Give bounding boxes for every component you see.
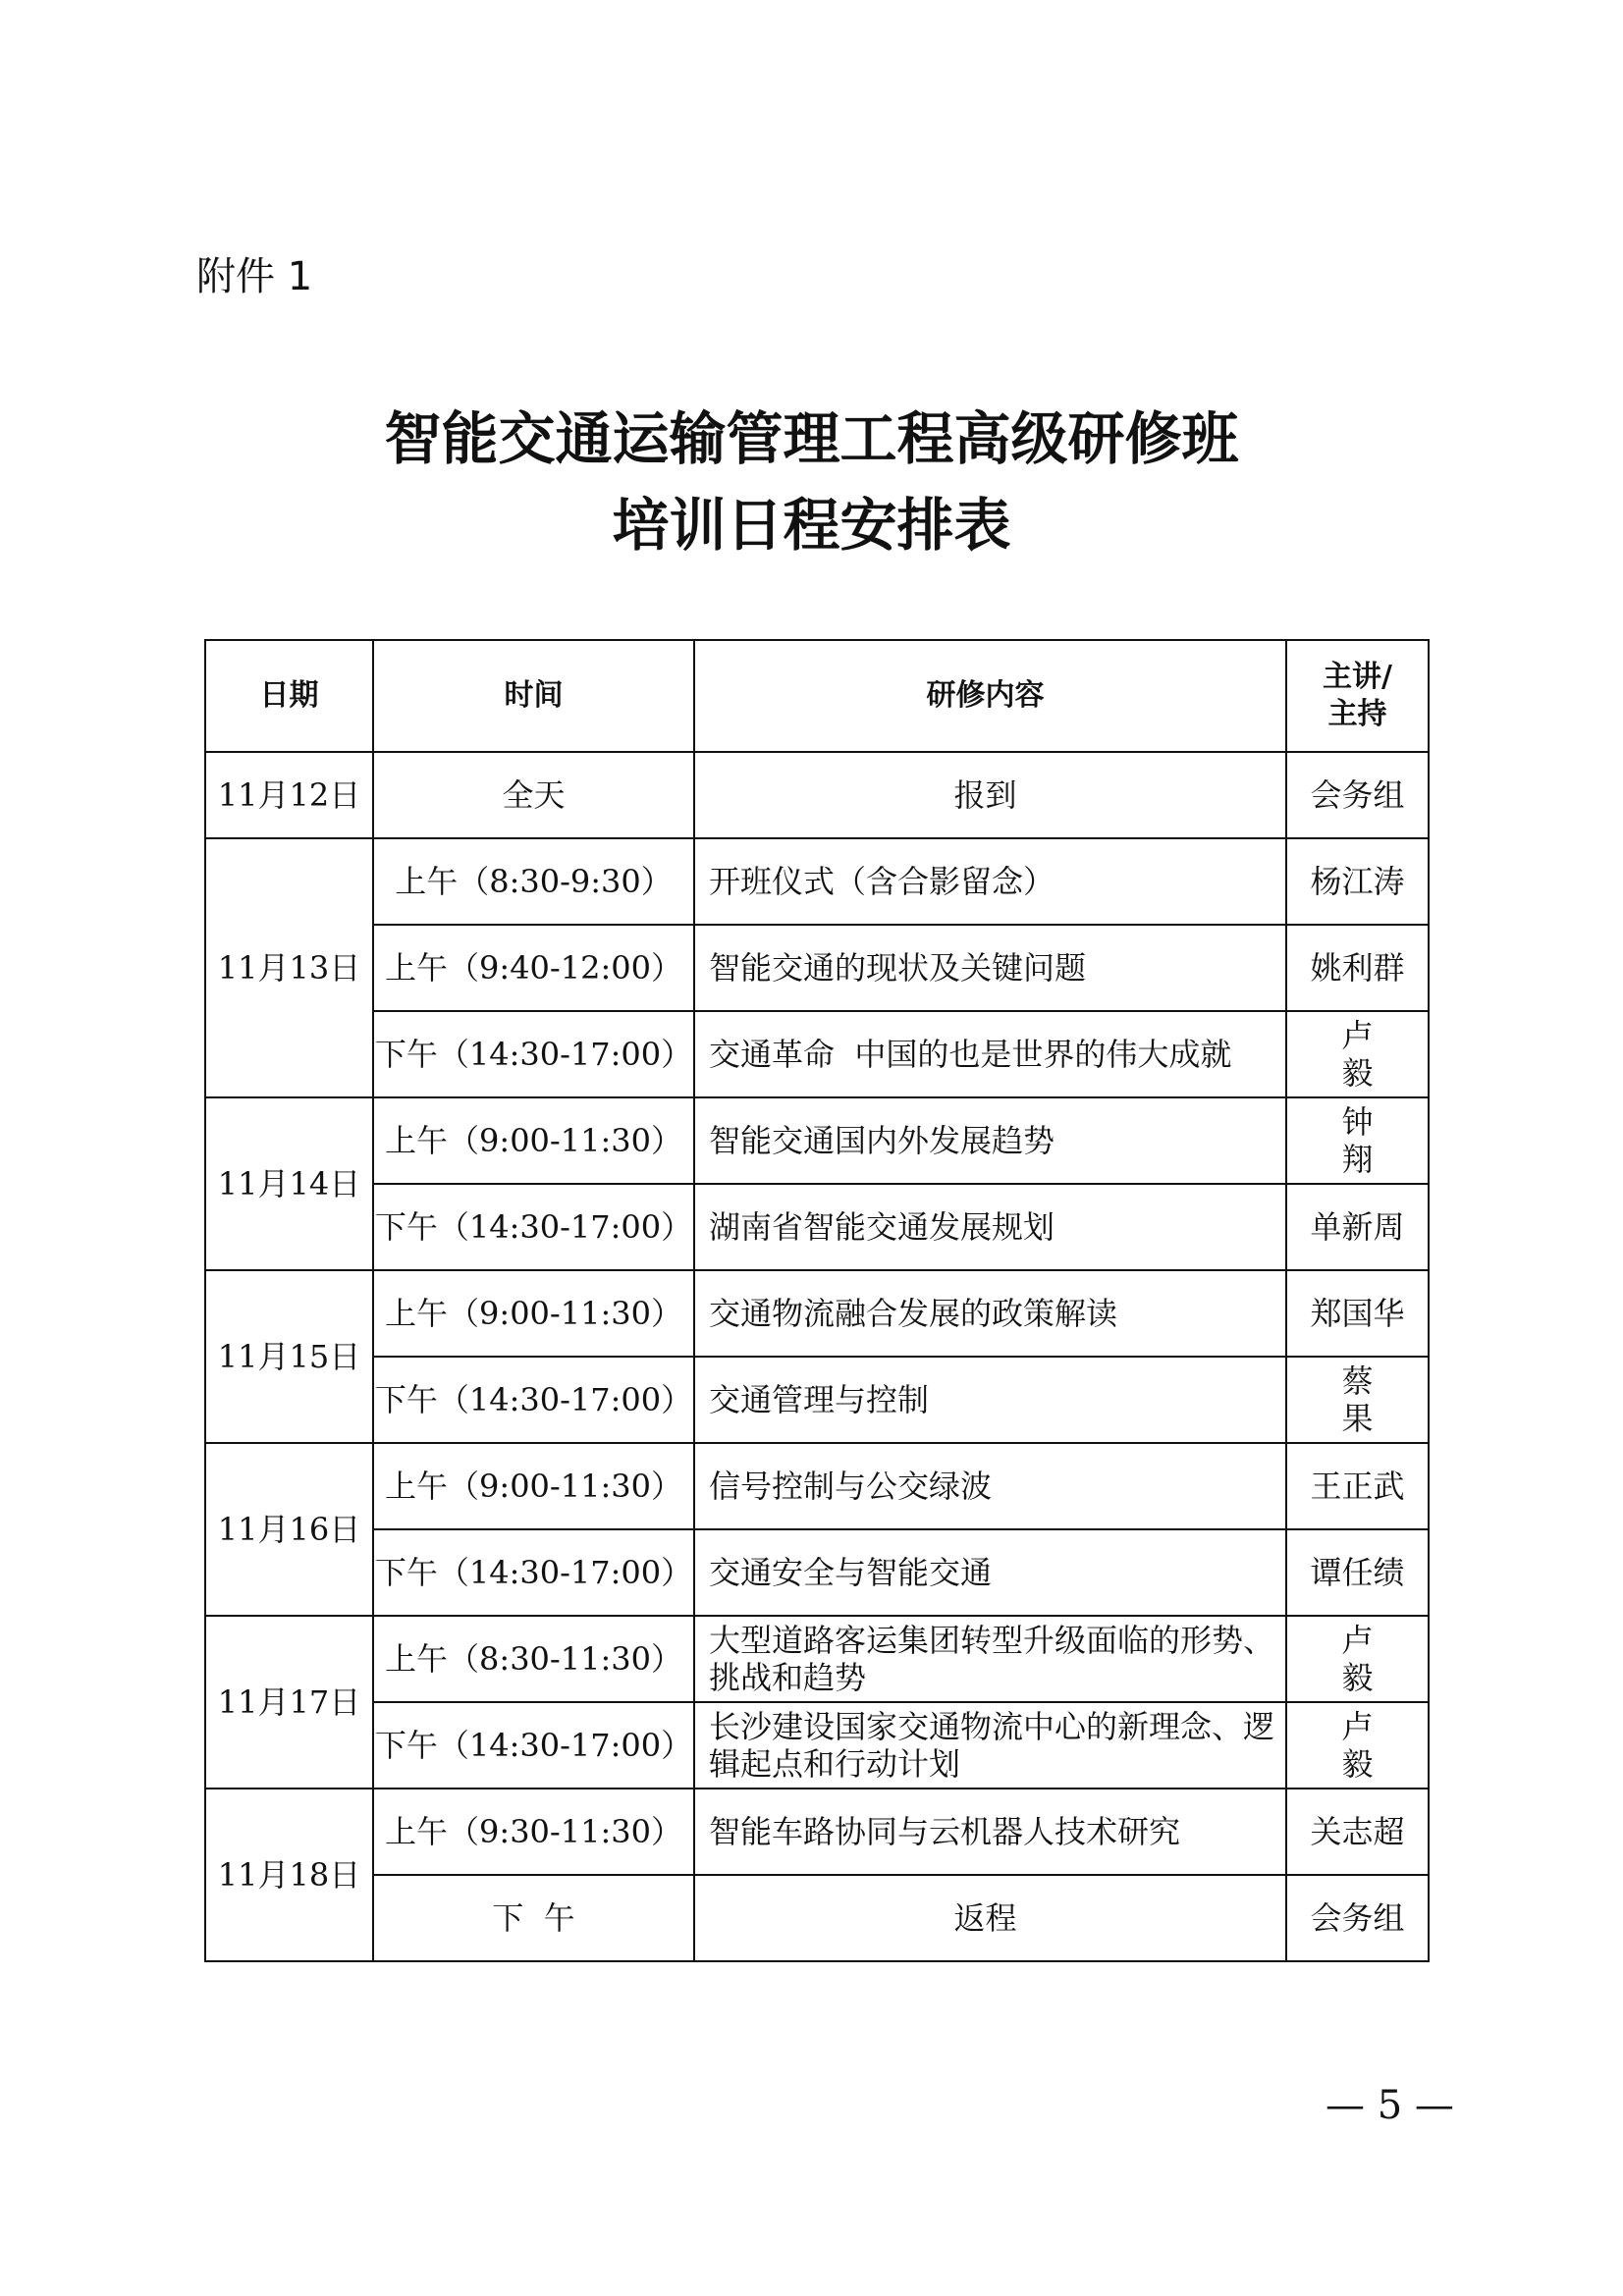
content-cell: 开班仪式（含合影留念） <box>694 838 1286 925</box>
time-cell: 上午（9:00-11:30） <box>373 1270 694 1357</box>
time-cell: 下午（14:30-17:00） <box>373 1357 694 1443</box>
date-cell: 11月14日 <box>205 1097 373 1270</box>
speaker-cell: 会务组 <box>1286 1875 1429 1961</box>
content-cell: 湖南省智能交通发展规划 <box>694 1184 1286 1270</box>
header-time: 时间 <box>373 640 694 752</box>
speaker-cell: 单新周 <box>1286 1184 1429 1270</box>
content-cell: 智能车路协同与云机器人技术研究 <box>694 1789 1286 1875</box>
time-cell: 上午（9:40-12:00） <box>373 925 694 1011</box>
header-speaker <box>1286 640 1429 752</box>
speaker-cell: 王正武 <box>1286 1443 1429 1529</box>
header-content: 研修内容 <box>694 640 1286 752</box>
speaker-cell: 杨江涛 <box>1286 838 1429 925</box>
table-row <box>205 1270 1429 1357</box>
date-cell: 11月16日 <box>205 1443 373 1616</box>
speaker-cell: 蔡果 <box>1286 1357 1429 1443</box>
time-cell: 上午（8:30-11:30） <box>373 1616 694 1702</box>
content-cell: 长沙建设国家交通物流中心的新理念、逻辑起点和行动计划 <box>694 1702 1286 1789</box>
table-row <box>205 1702 1429 1789</box>
time-cell: 全天 <box>373 752 694 838</box>
date-cell: 11月13日 <box>205 838 373 1097</box>
table-header-row <box>205 640 1429 752</box>
time-cell: 下午（14:30-17:00） <box>373 1702 694 1789</box>
time-cell: 下 午 <box>373 1875 694 1961</box>
content-cell: 交通物流融合发展的政策解读 <box>694 1270 1286 1357</box>
date-cell: 11月17日 <box>205 1616 373 1789</box>
time-cell: 上午（9:30-11:30） <box>373 1789 694 1875</box>
page-title-line2: 培训日程安排表 <box>612 492 1011 559</box>
time-cell: 下午（14:30-17:00） <box>373 1184 694 1270</box>
speaker-cell: 卢毅 <box>1286 1616 1429 1702</box>
table-row <box>205 1616 1429 1702</box>
table-row <box>205 925 1429 1011</box>
time-cell: 上午（9:00-11:30） <box>373 1097 694 1184</box>
page-number: — 5 — <box>1325 2083 1454 2128</box>
date-cell: 11月18日 <box>205 1789 373 1961</box>
speaker-cell: 姚利群 <box>1286 925 1429 1011</box>
time-cell: 下午（14:30-17:00） <box>373 1529 694 1616</box>
content-cell: 返程 <box>694 1875 1286 1961</box>
date-cell: 11月15日 <box>205 1270 373 1443</box>
time-cell: 上午（9:00-11:30） <box>373 1443 694 1529</box>
content-cell: 交通管理与控制 <box>694 1357 1286 1443</box>
speaker-cell: 卢毅 <box>1286 1011 1429 1097</box>
content-cell: 大型道路客运集团转型升级面临的形势、挑战和趋势 <box>694 1616 1286 1702</box>
content-cell: 智能交通国内外发展趋势 <box>694 1097 1286 1184</box>
content-cell: 智能交通的现状及关键问题 <box>694 925 1286 1011</box>
attachment-label: 附件 1 <box>196 254 313 299</box>
table-row <box>205 838 1429 925</box>
content-cell: 交通革命 中国的也是世界的伟大成就 <box>694 1011 1286 1097</box>
header-speaker-line1: 主讲/ <box>1323 660 1392 694</box>
speaker-cell: 会务组 <box>1286 752 1429 838</box>
table-row <box>205 1011 1429 1097</box>
content-cell: 报到 <box>694 752 1286 838</box>
time-cell: 上午（8:30-9:30） <box>373 838 694 925</box>
schedule-table <box>204 639 1430 1962</box>
table-row <box>205 1097 1429 1184</box>
table-row <box>205 752 1429 838</box>
speaker-cell: 郑国华 <box>1286 1270 1429 1357</box>
speaker-cell: 谭任绩 <box>1286 1529 1429 1616</box>
speaker-cell: 关志超 <box>1286 1789 1429 1875</box>
content-cell: 信号控制与公交绿波 <box>694 1443 1286 1529</box>
header-date: 日期 <box>205 640 373 752</box>
table-row <box>205 1184 1429 1270</box>
table-row <box>205 1789 1429 1875</box>
speaker-cell: 钟翔 <box>1286 1097 1429 1184</box>
table-row <box>205 1443 1429 1529</box>
content-cell: 交通安全与智能交通 <box>694 1529 1286 1616</box>
header-speaker-line2: 主持 <box>1327 697 1387 731</box>
table-row <box>205 1875 1429 1961</box>
time-cell: 下午（14:30-17:00） <box>373 1011 694 1097</box>
date-cell: 11月12日 <box>205 752 373 838</box>
table-row <box>205 1357 1429 1443</box>
table-row <box>205 1529 1429 1616</box>
speaker-cell: 卢毅 <box>1286 1702 1429 1789</box>
page-title-line1: 智能交通运输管理工程高级研修班 <box>384 405 1239 472</box>
